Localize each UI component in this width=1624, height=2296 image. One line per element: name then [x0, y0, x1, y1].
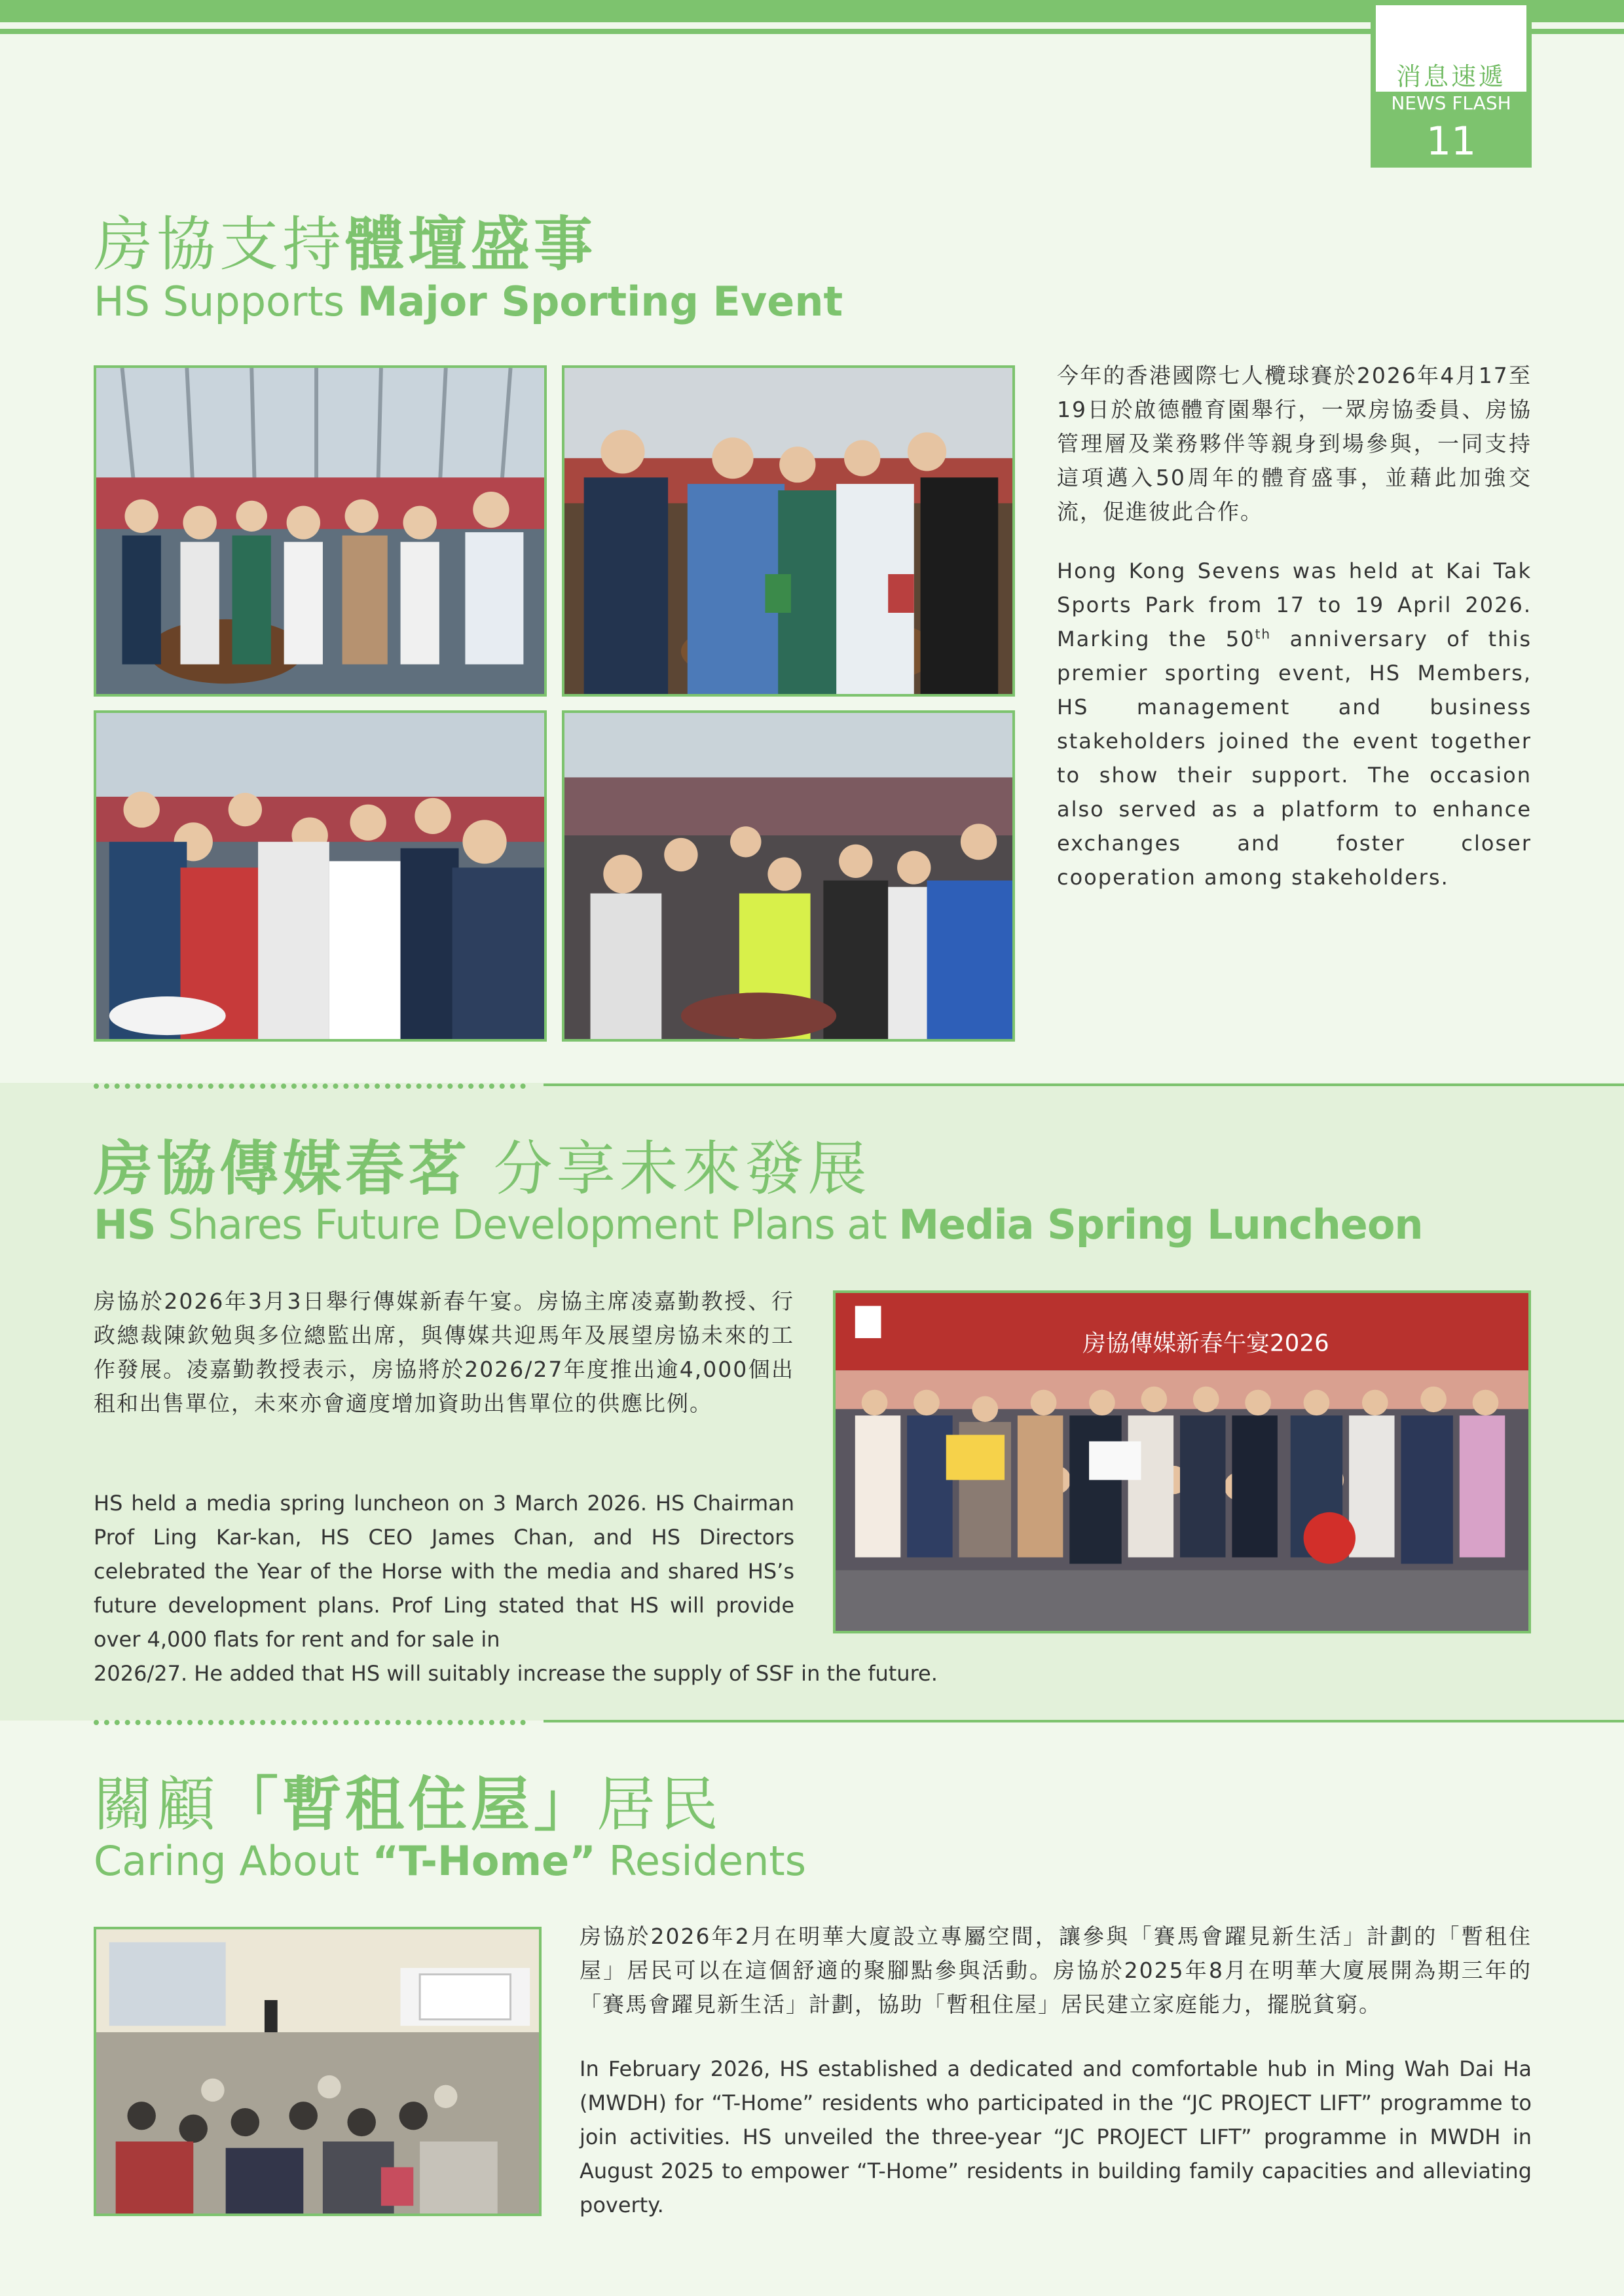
article1-body-en-sup: th [1255, 626, 1272, 642]
article3-title-en-bold: “T-Home” [372, 1837, 596, 1885]
luncheon-banner-text: 房協傳媒新春午宴2026 [1082, 1330, 1329, 1357]
article2-body-en-last: 2026/27. He added that HS will suitably increase the supply of SSF in the future. [94, 1661, 938, 1686]
divider-rule-1 [544, 1084, 1624, 1086]
article3-body-en: In February 2026, HS established a dedicated and comfortable hub in Ming Wah Dai Ha (MWDH) for “T-Home” residents who participated in the “JC PROJECT LIFT” programme to join activities. HS unveiled the three-year “JC PROJECT LIFT” programme in MWDH in August 2025 to empower “T-Home” residents in building family capacities and alleviating poverty. [580, 2056, 1532, 2217]
article3-title-zh-bold: 「暫租住屋」 [219, 1770, 597, 1839]
article2-body-en: HS held a media spring luncheon on 3 March 2026. HS Chairman Prof Ling Kar-kan, HS CEO James Chan, and HS Directors celebrated the Year of the Horse with the media and shared HS’s future development plans. Prof Ling stated that HS will provide over 4,000 flats for rent and for sale in [94, 1491, 794, 1652]
photo-sevens-group-2 [562, 365, 1015, 697]
article3-title-en-light1: Caring About [94, 1837, 373, 1885]
article3-title-en [94, 1837, 806, 1885]
article1-title-zh [94, 196, 597, 282]
article1-body-zh: 今年的香港國際七人欖球賽於2026年4月17至19日於啟德體育園舉行，一眾房協委員、房協管理層及業務夥伴等親身到場參與，一同支持這項邁入50周年的體育盛事，並藉此加強交流，促進彼此合作。 [1057, 363, 1532, 524]
section-tab [1371, 0, 1532, 168]
photo-sevens-group-3 [94, 710, 547, 1042]
divider-dots-1 [94, 1084, 526, 1089]
article1-title-en-light: HS Supports [94, 278, 358, 325]
article2-title-zh-light: 分享未來發展 [471, 1135, 871, 1203]
article2-title-en [94, 1201, 1423, 1248]
article1-title-en-bold: Major Sporting Event [357, 278, 843, 325]
article3-title-zh-light2: 居民 [597, 1770, 722, 1839]
page-number: 11 [1371, 115, 1532, 168]
article1-title-zh-light: 房協支持 [94, 210, 345, 279]
article2-title-en-light: Shares Future Development Plans at [155, 1201, 899, 1248]
section-label-zh: 消息速遞 [1395, 62, 1506, 91]
photo-sevens-group-4 [562, 710, 1015, 1042]
article1-body-en-part1: Hong Kong Sevens was held at Kai Tak Sports Park from 17 to 19 April 2026. Marking the 50 [1057, 558, 1532, 651]
article2-body-zh: 房協於2026年3月3日舉行傳媒新春午宴。房協主席凌嘉勤教授、行政總裁陳欽勉與多位總監出席，與傳媒共迎馬年及展望房協未來的工作發展。凌嘉勤教授表示，房協將於2026/27年度推出逾4,000個出租和出售單位，未來亦會適度增加資助出售單位的供應比例。 [94, 1288, 794, 1416]
article1-body-en-part2: anniversary of this premier sporting event, HS Members, HS management and business stakeholders joined the event together to show their support. The occasion also served as a platform to enhance exchanges and foster closer cooperation among stakeholders. [1057, 627, 1532, 890]
photo-sevens-group-1 [94, 365, 547, 697]
article3-title-en-light2: Residents [595, 1837, 807, 1885]
article2-title-en-bold2: Media Spring Luncheon [898, 1201, 1423, 1248]
article2-title-en-bold1: HS [94, 1201, 156, 1248]
article1-title-zh-bold: 體壇盛事 [345, 210, 597, 279]
article1-body-en [1057, 554, 1532, 894]
divider-rule-2 [544, 1720, 1624, 1722]
article3-title-zh-light1: 關顧 [94, 1770, 219, 1839]
photo-media-luncheon [833, 1290, 1531, 1633]
article3-body-zh: 房協於2026年2月在明華大廈設立專屬空間，讓參與「賽馬會躍見新生活」計劃的「暫租住屋」居民可以在這個舒適的聚腳點參與活動。房協於2025年8月在明華大廈展開為期三年的「賽馬會躍見新生活」計劃，協助「暫租住屋」居民建立家庭能力，擺脱貧窮。 [580, 1923, 1532, 2017]
section-label-en: NEWS FLASH [1371, 92, 1532, 115]
article3-title-zh [94, 1757, 722, 1842]
photo-t-home-hub [94, 1927, 542, 2216]
article1-title-en [94, 278, 843, 325]
article2-title-zh [94, 1121, 871, 1206]
divider-dots-2 [94, 1720, 526, 1725]
article2-title-zh-bold: 房協傳媒春茗 [94, 1135, 471, 1203]
